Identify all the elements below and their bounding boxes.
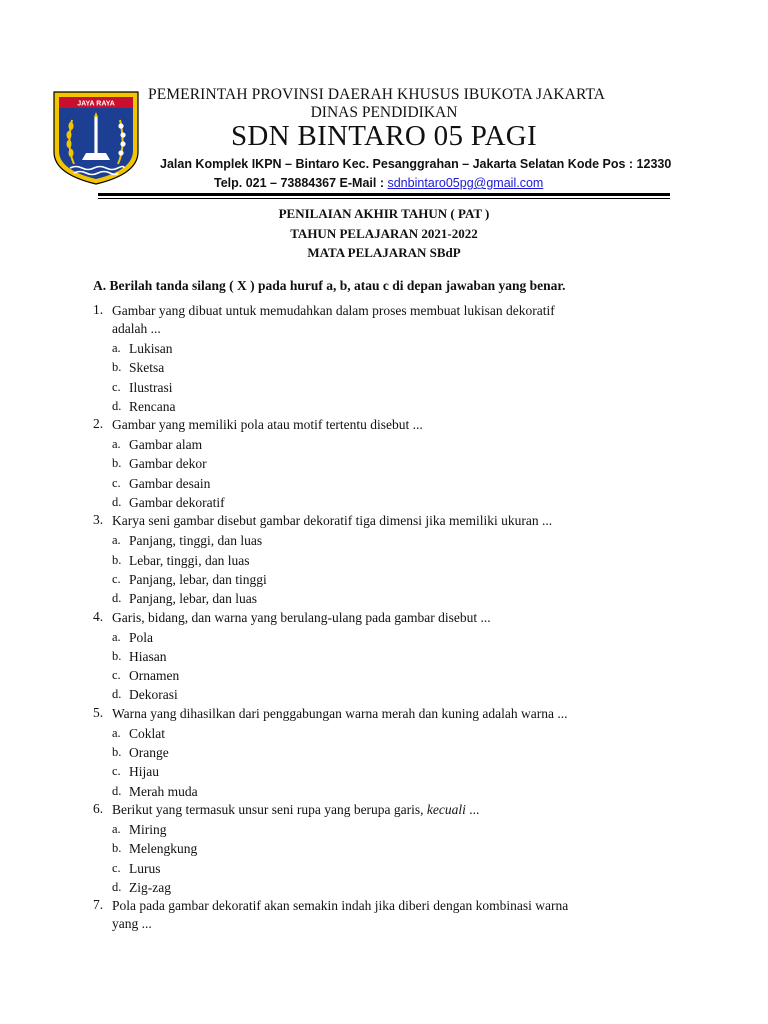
- question-number: 3.: [93, 512, 104, 528]
- option-text: Panjang, lebar, dan luas: [129, 591, 258, 607]
- exam-subject: MATA PELAJARAN SBdP: [307, 245, 461, 260]
- question-text-tail: ...: [465, 801, 480, 817]
- question-text: Gambar yang memiliki pola atau motif tertentu disebut ...: [112, 417, 423, 433]
- option-letter: b.: [112, 456, 122, 471]
- option-letter: c.: [112, 475, 121, 490]
- option-letter: c.: [112, 379, 121, 394]
- question-number: 6.: [93, 800, 104, 816]
- option-text: Zig-zag: [129, 879, 171, 895]
- option-c[interactable]: [112, 666, 653, 685]
- option-b[interactable]: [112, 839, 653, 858]
- question-text-line: Pola pada gambar dekoratif akan semakin indah jika diberi dengan kombinasi warna: [112, 898, 569, 914]
- question-text: [112, 897, 653, 934]
- option-letter: c.: [112, 668, 121, 683]
- letterhead-school-name: SDN BINTARO 05 PAGI: [230, 120, 538, 152]
- option-letter: b.: [112, 841, 122, 856]
- option-d[interactable]: [112, 685, 653, 704]
- exam-academic-year: TAHUN PELAJARAN 2021-2022: [290, 226, 478, 241]
- letterhead-contact: [214, 176, 543, 190]
- question-text: [112, 302, 653, 339]
- question-7: [93, 897, 653, 934]
- option-text: Lebar, tinggi, dan luas: [129, 552, 250, 568]
- option-a[interactable]: [112, 628, 653, 647]
- option-letter: d.: [112, 783, 122, 798]
- letterhead-government-name: PEMERINTAH PROVINSI DAERAH KHUSUS IBUKOTA JAKARTA: [148, 86, 606, 103]
- question-text-line: adalah ...: [112, 321, 161, 336]
- option-a[interactable]: [112, 724, 653, 743]
- question-5: [93, 705, 653, 801]
- option-letter: c.: [112, 764, 121, 779]
- question-number: 7.: [93, 897, 104, 913]
- option-c[interactable]: [112, 570, 653, 589]
- option-letter: c.: [112, 860, 121, 875]
- question-text: Garis, bidang, dan warna yang berulang-ulang pada gambar disebut ...: [112, 609, 491, 625]
- question-3: [93, 512, 653, 608]
- question-2: [93, 416, 653, 512]
- option-a[interactable]: [112, 435, 653, 454]
- question-number: 2.: [93, 416, 104, 432]
- option-text: Merah muda: [129, 783, 198, 799]
- option-letter: a.: [112, 437, 121, 452]
- option-d[interactable]: [112, 878, 653, 897]
- option-a[interactable]: [112, 820, 653, 839]
- option-letter: d.: [112, 591, 122, 606]
- option-letter: d.: [112, 398, 122, 413]
- answer-options: [112, 820, 653, 897]
- option-text: Hijau: [129, 764, 159, 780]
- option-text: Gambar dekor: [129, 456, 207, 472]
- option-text: Miring: [129, 821, 167, 837]
- option-d[interactable]: [112, 589, 653, 608]
- exam-title: PENILAIAN AKHIR TAHUN ( PAT ): [278, 206, 490, 221]
- question-1: [93, 302, 653, 416]
- question-text: Warna yang dihasilkan dari penggabungan warna merah dan kuning adalah warna ...: [112, 705, 568, 721]
- option-letter: d.: [112, 687, 122, 702]
- letterhead-divider-thick: [98, 193, 670, 196]
- option-letter: b.: [112, 745, 122, 760]
- question-text-line: Gambar yang dibuat untuk memudahkan dalam proses membuat lukisan dekoratif: [112, 303, 555, 318]
- answer-options: [112, 531, 653, 608]
- option-a[interactable]: [112, 339, 653, 358]
- option-letter: a.: [112, 821, 121, 836]
- question-text-emphasis: kecuali: [426, 801, 466, 817]
- option-text: Gambar desain: [129, 475, 211, 491]
- question-number: 5.: [93, 704, 104, 720]
- option-text: Orange: [129, 745, 169, 761]
- option-letter: d.: [112, 879, 122, 894]
- logo-banner-text: JAYA RAYA: [77, 100, 115, 108]
- option-letter: a.: [112, 629, 121, 644]
- option-letter: b.: [112, 360, 122, 375]
- option-b[interactable]: [112, 358, 653, 377]
- letterhead-divider-thin: [98, 198, 670, 199]
- question-6: [93, 801, 653, 897]
- letterhead-address: Jalan Komplek IKPN – Bintaro Kec. Pesanggrahan – Jakarta Selatan Kode Pos : 12330: [160, 157, 672, 171]
- option-a[interactable]: [112, 531, 653, 550]
- option-text: Melengkung: [129, 841, 198, 857]
- option-c[interactable]: [112, 378, 653, 397]
- section-a-instruction: A. Berilah tanda silang ( X ) pada huruf a, b, atau c di depan jawaban yang benar.: [93, 278, 566, 293]
- option-letter: b.: [112, 648, 122, 663]
- option-d[interactable]: [112, 782, 653, 801]
- option-b[interactable]: [112, 551, 653, 570]
- option-letter: a.: [112, 725, 121, 740]
- question-list: [93, 302, 653, 934]
- question-text: [112, 801, 653, 820]
- question-number: 4.: [93, 608, 104, 624]
- option-text: Panjang, lebar, dan tinggi: [129, 571, 267, 587]
- option-text: Pola: [129, 629, 154, 645]
- letterhead-phone: Telp. 021 – 73884367 E-Mail :: [214, 176, 388, 190]
- email-link[interactable]: sdnbintaro05pg@gmail.com: [387, 176, 544, 190]
- option-letter: b.: [112, 552, 122, 567]
- option-letter: a.: [112, 341, 121, 355]
- option-d[interactable]: [112, 493, 653, 512]
- option-b[interactable]: [112, 743, 653, 762]
- option-letter: c.: [112, 571, 121, 586]
- option-text: Rencana: [129, 398, 176, 414]
- option-b[interactable]: [112, 454, 653, 473]
- answer-options: [112, 339, 653, 416]
- question-4: [93, 609, 653, 705]
- question-number: 1.: [93, 302, 104, 317]
- option-c[interactable]: [112, 474, 653, 493]
- option-text: Gambar alam: [129, 437, 203, 453]
- option-text: Coklat: [129, 725, 165, 741]
- option-text: Panjang, tinggi, dan luas: [129, 533, 263, 549]
- option-text: Lurus: [129, 860, 161, 876]
- option-text: Gambar dekoratif: [129, 495, 225, 511]
- option-text: Ornamen: [129, 668, 180, 684]
- option-c[interactable]: [112, 762, 653, 781]
- option-text: Ilustrasi: [129, 379, 173, 395]
- option-text: Dekorasi: [129, 687, 178, 703]
- answer-options: [112, 724, 653, 801]
- option-d[interactable]: [112, 397, 653, 416]
- option-text: Lukisan: [129, 341, 173, 356]
- answer-options: [112, 435, 653, 512]
- letterhead-agency-name: DINAS PENDIDIKAN: [310, 104, 458, 121]
- question-text: Karya seni gambar disebut gambar dekoratif tiga dimensi jika memiliki ukuran ...: [112, 513, 553, 529]
- question-text-main: Berikut yang termasuk unsur seni rupa yang berupa garis,: [112, 801, 427, 817]
- option-text: Hiasan: [129, 648, 167, 664]
- option-letter: d.: [112, 495, 122, 510]
- answer-options: [112, 628, 653, 705]
- option-letter: a.: [112, 533, 121, 548]
- question-text-line: yang ...: [112, 916, 152, 932]
- option-text: Sketsa: [129, 360, 165, 376]
- option-b[interactable]: [112, 647, 653, 666]
- option-c[interactable]: [112, 859, 653, 878]
